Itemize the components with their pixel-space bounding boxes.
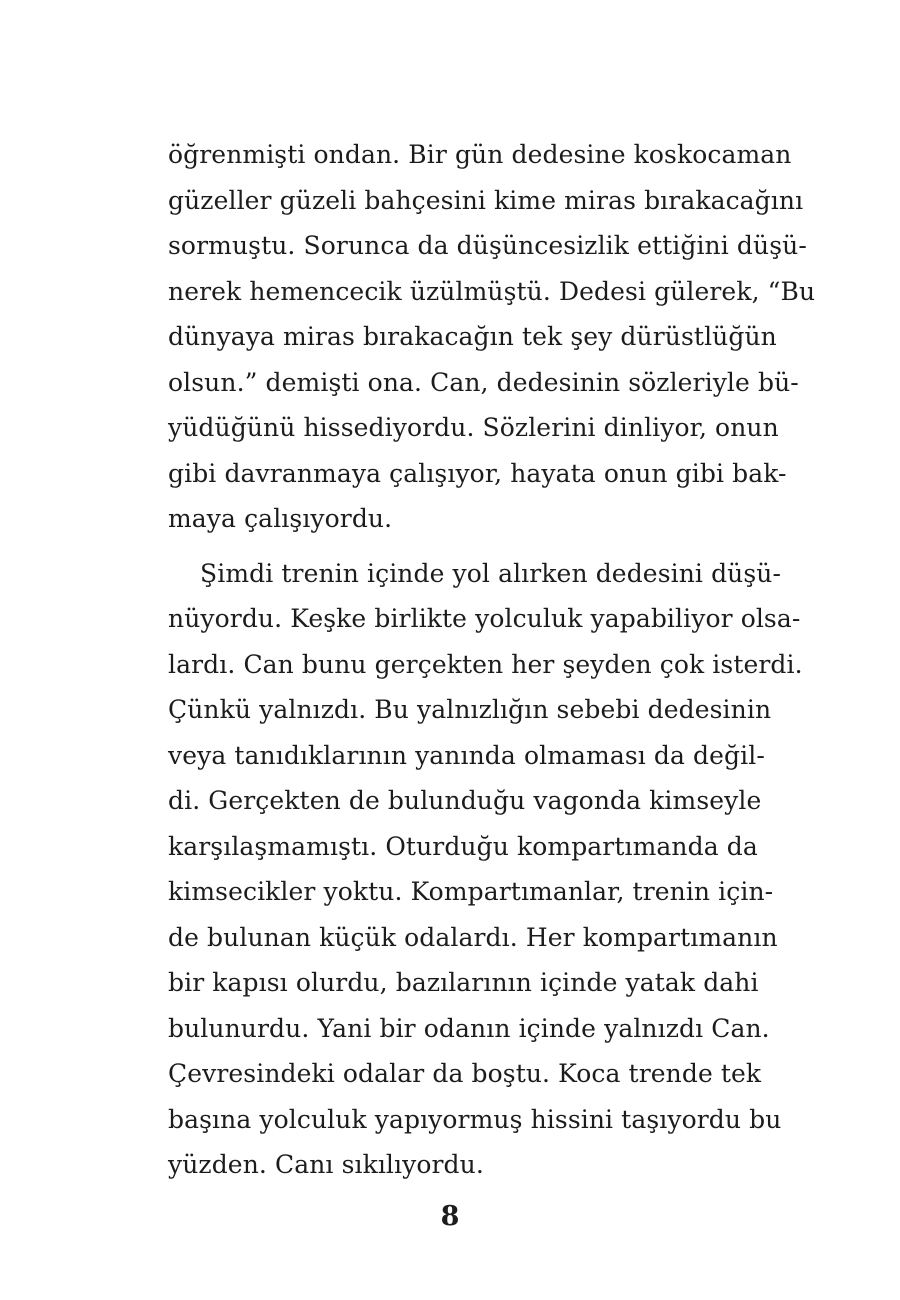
text-line: başına yolculuk yapıyormuş hissini taşıyordu bu <box>168 1104 782 1134</box>
page-number: 8 <box>440 1201 460 1232</box>
text-line: lardı. Can bunu gerçekten her şeyden çok isterdi. <box>168 649 803 679</box>
text-line: nerek hemencecik üzülmüştü. Dedesi gülerek, “Bu <box>168 276 816 306</box>
text-line: Çünkü yalnızdı. Bu yalnızlığın sebebi dedesinin <box>168 695 772 724</box>
text-line: di. Gerçekten de bulunduğu vagonda kimseyle <box>168 786 762 815</box>
paragraph-1 <box>168 132 816 542</box>
text-line: olsun.” demişti ona. Can, dedesinin sözleriyle bü- <box>168 367 799 397</box>
text-line: yüdüğünü hissediyordu. Sözlerini dinliyor, onun <box>168 413 779 442</box>
text-line: yüzden. Canı sıkılıyordu. <box>168 1150 484 1179</box>
text-line: karşılaşmamıştı. Oturduğu kompartımanda da <box>168 831 758 861</box>
text-line: de bulunan küçük odalardı. Her kompartımanın <box>168 922 778 952</box>
text-line: bir kapısı olurdu, bazılarının içinde yatak dahi <box>168 968 759 997</box>
text-line: dünyaya miras bırakacağın tek şey dürüstlüğün <box>168 322 777 351</box>
body-text <box>168 132 816 1188</box>
paragraph-gap <box>168 542 728 551</box>
text-line: Şimdi trenin içinde yol alırken dedesini düşü- <box>200 558 782 588</box>
text-line: Çevresindeki odalar da boştu. Koca trende tek <box>168 1059 762 1088</box>
text-line: gibi davranmaya çalışıyor, hayata onun gibi bak- <box>168 458 787 488</box>
text-line: bulunurdu. Yani bir odanın içinde yalnızdı Can. <box>168 1013 770 1043</box>
text-line: nüyordu. Keşke birlikte yolculuk yapabiliyor olsa- <box>168 604 801 633</box>
text-line: güzeller güzeli bahçesini kime miras bırakacağını <box>168 185 804 215</box>
text-line: veya tanıdıklarının yanında olmaması da değil- <box>168 740 765 770</box>
text-line: maya çalışıyordu. <box>168 504 393 533</box>
text-line: öğrenmişti ondan. Bir gün dedesine koskocaman <box>168 140 792 169</box>
text-line: kimsecikler yoktu. Kompartımanlar, trenin için- <box>168 877 774 906</box>
paragraph-2 <box>168 551 803 1188</box>
text-line: sormuştu. Sorunca da düşüncesizlik ettiğini düşü- <box>168 231 807 260</box>
